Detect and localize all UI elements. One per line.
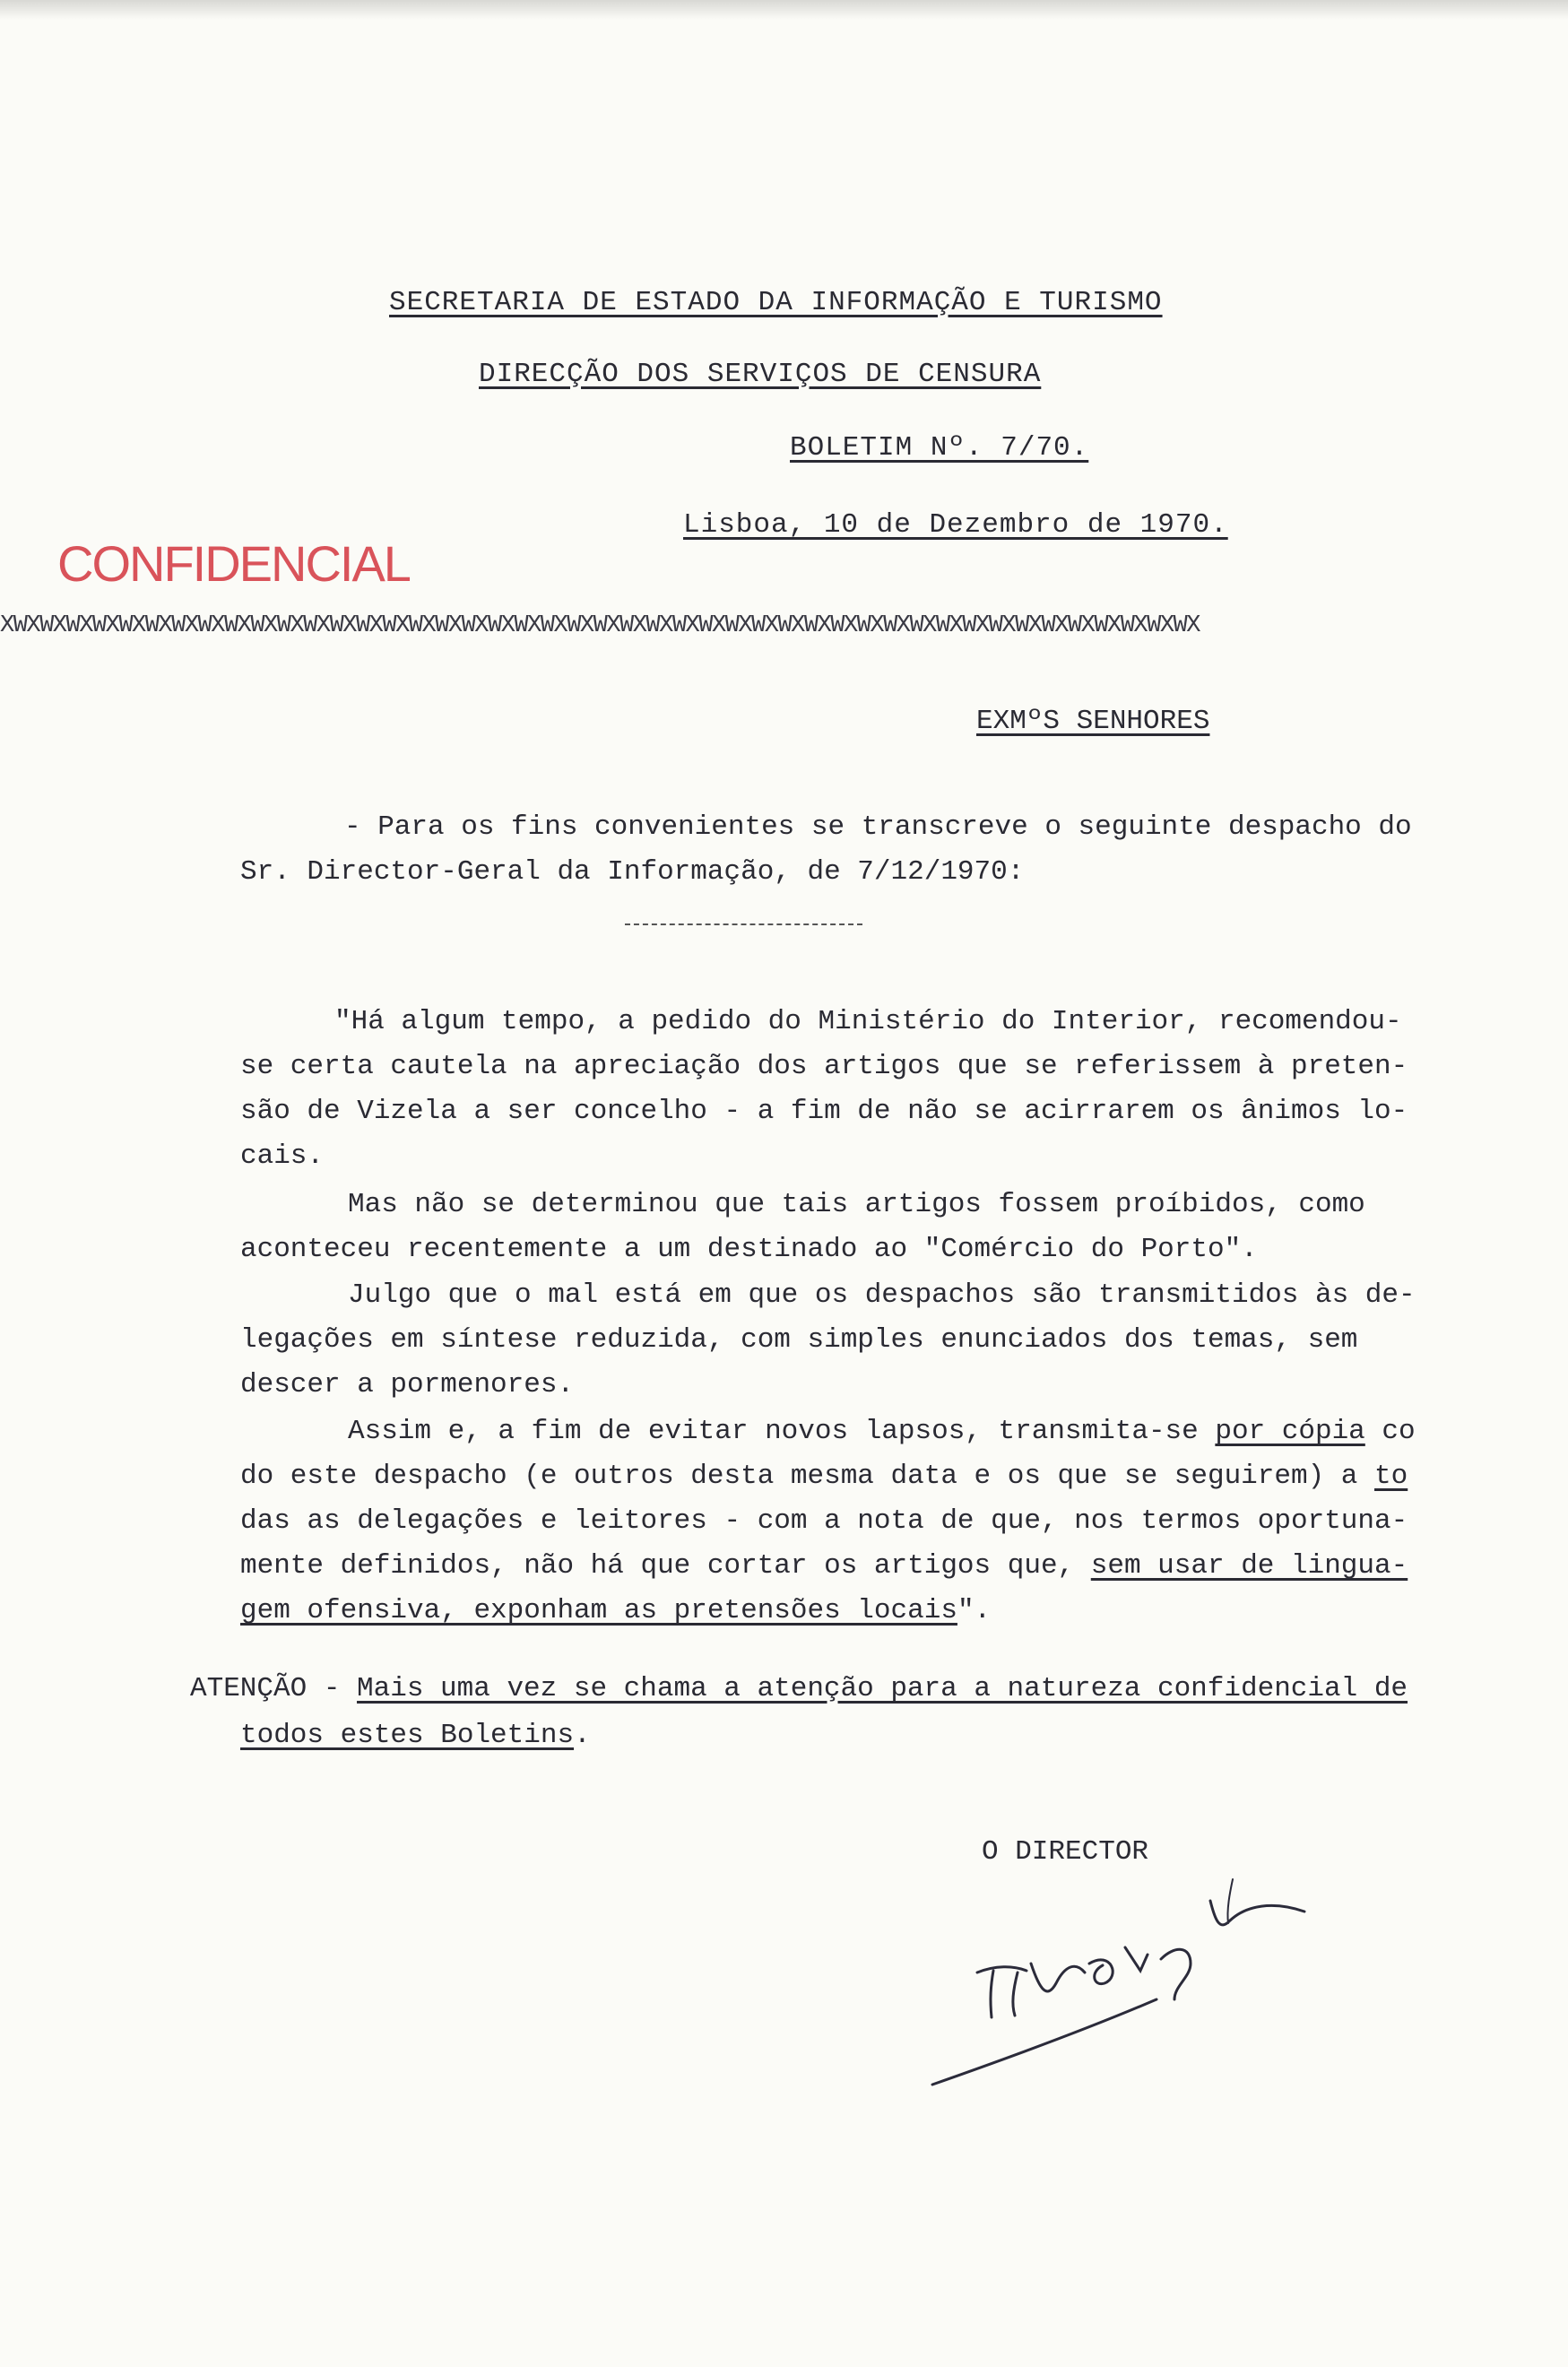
dashed-divider bbox=[625, 923, 862, 925]
body-text: ". bbox=[957, 1595, 992, 1626]
attention-text: todos estes Boletins bbox=[240, 1720, 575, 1751]
intro-line-2: Sr. Director-Geral da Informação, de 7/12/1970: bbox=[240, 856, 1025, 888]
salutation: EXMºS SENHORES bbox=[976, 706, 1210, 737]
body-line bbox=[240, 1459, 1408, 1495]
underlined-text: por cópia bbox=[1215, 1416, 1365, 1447]
body-line bbox=[240, 1548, 1408, 1584]
confidential-stamp: CONFIDENCIAL bbox=[57, 535, 410, 592]
bulletin-number: BOLETIM Nº. 7/70. bbox=[790, 432, 1089, 464]
separator-line: XWXWXWXWXWXWXWXWXWXWXWXWXWXWXWXWXWXWXWXWXWXWXWXWXWXWXWXWXWXWXWXWXWXWXWXWXWXWXWXWXWXWXWXWXWX bbox=[0, 612, 1200, 639]
body-line: cais. bbox=[240, 1140, 325, 1172]
attention-text: Mais uma vez se chama a atenção para a natureza confidencial de bbox=[357, 1673, 1408, 1704]
body-line: Mas não se determinou que tais artigos fossem proíbidos, como bbox=[348, 1189, 1365, 1220]
attention-line-2 bbox=[240, 1718, 591, 1754]
attention-line-1 bbox=[190, 1671, 1408, 1707]
body-line: descer a pormenores. bbox=[240, 1369, 575, 1400]
underlined-text: gem ofensiva, exponham as pretensões locais bbox=[240, 1595, 957, 1626]
attention-period: . bbox=[574, 1720, 591, 1751]
body-line: das as delegações e leitores - com a nota de que, nos termos oportuna- bbox=[240, 1505, 1408, 1537]
bulletin-date: Lisboa, 10 de Dezembro de 1970. bbox=[683, 509, 1228, 541]
body-line: são de Vizela a ser concelho - a fim de não se acirrarem os ânimos lo- bbox=[240, 1096, 1408, 1127]
body-text: co bbox=[1364, 1416, 1416, 1447]
body-line: se certa cautela na apreciação dos artigos que se referissem à preten- bbox=[240, 1051, 1408, 1082]
body-line: aconteceu recentemente a um destinado ao "Comércio do Porto". bbox=[240, 1234, 1258, 1265]
body-line: legações em síntese reduzida, com simples enunciados dos temas, sem bbox=[240, 1324, 1358, 1356]
department-heading: DIRECÇÃO DOS SERVIÇOS DE CENSURA bbox=[479, 359, 1042, 390]
body-text: do este despacho (e outros desta mesma data e os que se seguirem) a bbox=[240, 1461, 1375, 1492]
body-line: Julgo que o mal está em que os despachos são transmitidos às de- bbox=[348, 1279, 1416, 1311]
ministry-heading: SECRETARIA DE ESTADO DA INFORMAÇÃO E TURISMO bbox=[389, 287, 1163, 318]
underlined-text: sem usar de lingua- bbox=[1090, 1550, 1408, 1582]
intro-line-1: - Para os fins convenientes se transcreve o seguinte despacho do bbox=[344, 811, 1412, 843]
body-text: Assim e, a fim de evitar novos lapsos, transmita-se bbox=[348, 1416, 1216, 1447]
underlined-text: to bbox=[1374, 1461, 1408, 1492]
signoff-title: O DIRECTOR bbox=[982, 1836, 1149, 1868]
attention-label: ATENÇÃO - bbox=[190, 1673, 358, 1704]
handwritten-signature bbox=[905, 1865, 1318, 2098]
body-line bbox=[240, 1593, 991, 1629]
body-line: "Há algum tempo, a pedido do Ministério do Interior, recomendou- bbox=[334, 1006, 1402, 1037]
body-text: mente definidos, não há que cortar os artigos que, bbox=[240, 1550, 1091, 1582]
body-line bbox=[348, 1414, 1416, 1450]
